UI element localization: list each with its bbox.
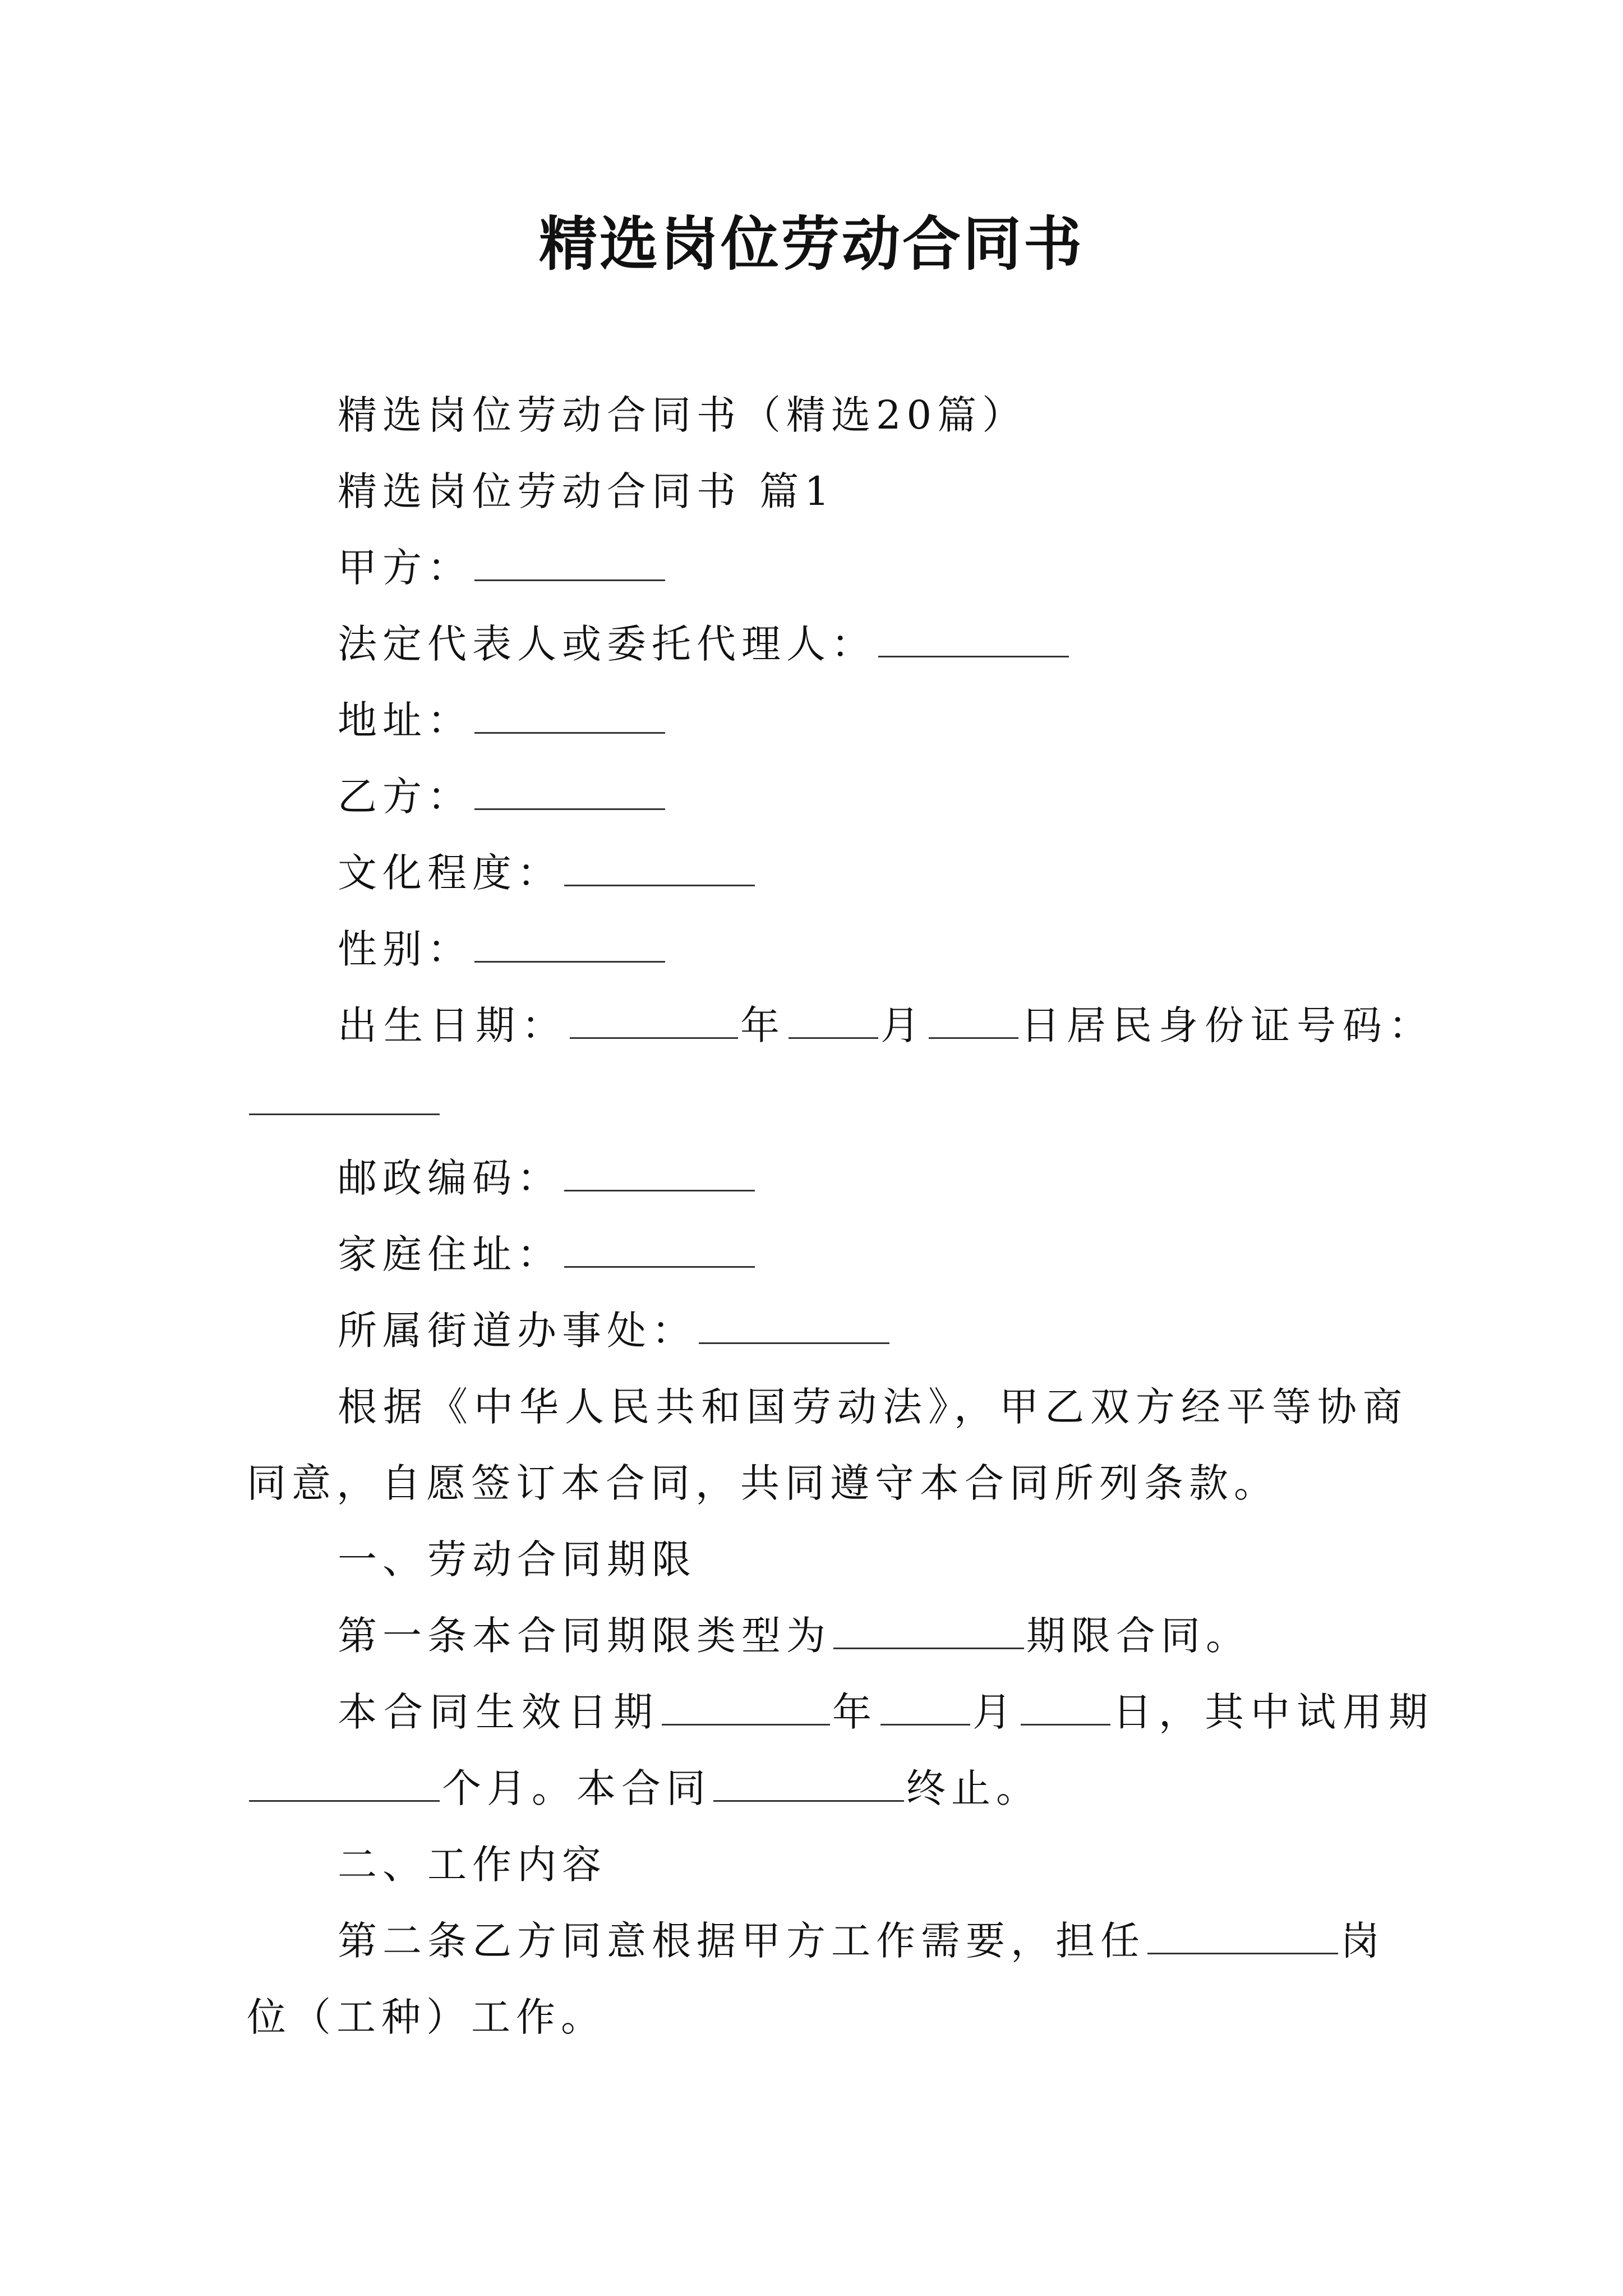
home-address-label: 家庭住址： xyxy=(338,1231,562,1277)
effective-date-label: 本合同生效日期 xyxy=(338,1689,660,1735)
position-blank xyxy=(1147,1913,1338,1954)
chapter-two-heading xyxy=(338,1837,607,1893)
termination-text: 终止。 xyxy=(906,1765,1041,1811)
effective-day-blank xyxy=(1021,1685,1110,1726)
effective-month-blank xyxy=(880,1685,970,1726)
education-line xyxy=(338,845,757,901)
chapter-two-text: 二、工作内容 xyxy=(338,1842,607,1888)
gender-label: 性别： xyxy=(338,926,472,972)
birth-year-blank xyxy=(570,998,738,1039)
subtitle-text: 精选岗位劳动合同书（精选20篇） xyxy=(338,392,1027,438)
month-label: 月 xyxy=(880,1002,926,1048)
street-office-line xyxy=(338,1303,892,1359)
home-address-blank xyxy=(564,1227,755,1268)
party-a-line xyxy=(338,540,667,596)
street-office-blank xyxy=(699,1303,889,1344)
chapter-one-text: 一、劳动合同期限 xyxy=(338,1536,697,1582)
id-number-label: 日居民身份证号码： xyxy=(1021,1002,1435,1048)
probation-months-blank xyxy=(249,1761,440,1802)
year-label: 年 xyxy=(740,1002,786,1048)
gender-line xyxy=(338,921,667,977)
postcode-line xyxy=(338,1150,757,1206)
contract-type-blank xyxy=(833,1608,1024,1649)
address-line xyxy=(338,692,667,748)
birth-month-blank xyxy=(789,998,878,1039)
legal-rep-label: 法定代表人或委托代理人： xyxy=(338,621,876,667)
birth-date-label: 出生日期： xyxy=(338,1002,568,1048)
address-label: 地址： xyxy=(338,697,472,743)
preamble-line-2 xyxy=(247,1455,1279,1511)
section-heading-text: 精选岗位劳动合同书 篇1 xyxy=(338,468,835,514)
birth-day-blank xyxy=(929,998,1018,1039)
probation-line xyxy=(247,1760,1041,1816)
id-number-blank xyxy=(249,1074,440,1115)
preamble-text-2: 同意，自愿签订本合同，共同遵守本合同所列条款。 xyxy=(247,1460,1279,1506)
probation-months-text: 个月。本合同 xyxy=(442,1765,711,1811)
education-label: 文化程度： xyxy=(338,850,562,896)
document-title: 精选岗位劳动合同书 xyxy=(538,209,1084,278)
postcode-blank xyxy=(564,1151,755,1191)
article-one-suffix: 期限合同。 xyxy=(1026,1613,1251,1659)
article-two-continuation xyxy=(247,1989,606,2045)
article-two-text: 第二条乙方同意根据甲方工作需要，担任 xyxy=(338,1918,1145,1964)
section-heading-line xyxy=(338,463,835,519)
party-a-blank xyxy=(474,540,665,581)
effective-date-line xyxy=(338,1684,1435,1740)
party-b-line xyxy=(338,769,667,825)
article-one-line xyxy=(338,1608,1251,1664)
article-one-text: 第一条本合同期限类型为 xyxy=(338,1613,831,1659)
party-a-label: 甲方： xyxy=(338,545,472,591)
article-two-suffix: 岗 xyxy=(1340,1918,1385,1964)
probation-label: 日，其中试用期 xyxy=(1113,1689,1435,1735)
effective-year-label: 年 xyxy=(832,1689,878,1735)
party-b-blank xyxy=(474,769,665,810)
effective-year-blank xyxy=(662,1685,830,1726)
article-two-continuation-text: 位（工种）工作。 xyxy=(247,1994,606,2040)
preamble-line-1 xyxy=(338,1379,1408,1435)
preamble-text-1: 根据《中华人民共和国劳动法》，甲乙双方经平等协商 xyxy=(338,1384,1408,1430)
id-number-line xyxy=(247,1074,442,1130)
legal-rep-blank xyxy=(878,616,1069,657)
street-office-label: 所属街道办事处： xyxy=(338,1308,697,1354)
effective-month-label: 月 xyxy=(972,1689,1018,1735)
legal-rep-line xyxy=(338,616,1071,672)
address-blank xyxy=(474,693,665,734)
chapter-one-heading xyxy=(338,1531,697,1588)
education-blank xyxy=(564,845,755,886)
termination-blank xyxy=(713,1761,904,1802)
postcode-label: 邮政编码： xyxy=(338,1155,562,1201)
home-address-line xyxy=(338,1226,757,1282)
article-two-line xyxy=(338,1913,1385,1969)
birth-id-line xyxy=(338,997,1435,1053)
subtitle-line xyxy=(338,387,1027,443)
gender-blank xyxy=(474,922,665,963)
party-b-label: 乙方： xyxy=(338,774,472,820)
